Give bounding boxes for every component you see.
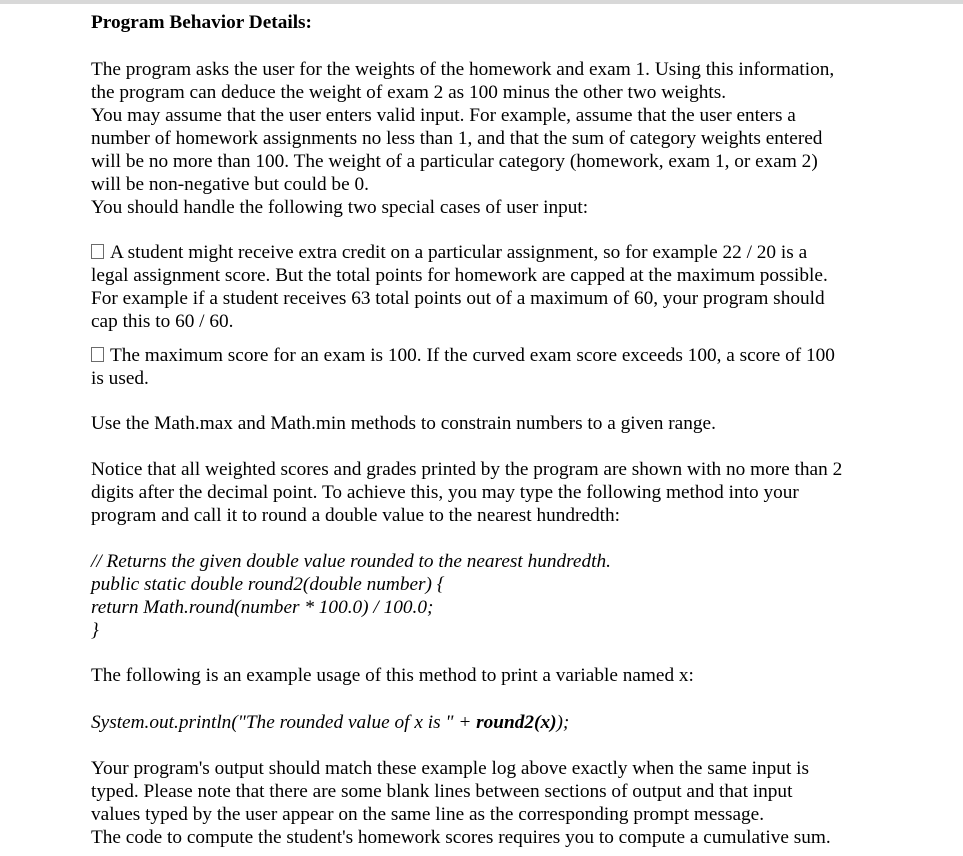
section-heading: Program Behavior Details: [91,12,312,33]
example-call: round2(x) [476,712,557,733]
code-block [91,550,911,642]
example-prefix: System.out.println("The rounded value of x is " + [91,712,477,733]
text-line: program and call it to round a double value to the nearest hundredth: [91,505,621,526]
text-line: The code to compute the student's homework scores requires you to compute a cumulative sum. [91,827,831,848]
text-line: You should handle the following two special cases of user input: [91,197,589,218]
text-line: Notice that all weighted scores and grades printed by the program are shown with no more than 2 [91,459,843,480]
text-line: the program can deduce the weight of exam 2 as 100 minus the other two weights. [91,82,727,103]
text-line: will be non-negative but could be 0. [91,174,369,195]
text-line: Use the Math.max and Math.min methods to constrain numbers to a given range. [91,413,716,434]
output-paragraph [91,757,911,849]
text-line: values typed by the user appear on the same line as the corresponding prompt message. [91,804,765,825]
text-line: typed. Please note that there are some blank lines between sections of output and that input [91,781,793,802]
bullet-box-icon [91,244,104,259]
bullet-box-icon [91,347,104,362]
text-line: A student might receive extra credit on a particular assignment, so for example 22 / 20 is a [110,242,808,263]
text-line: legal assignment score. But the total points for homework are capped at the maximum possible. [91,265,828,286]
bullet-line [91,241,911,264]
math-note [91,412,911,435]
behavior-paragraph [91,58,911,219]
example-code [91,711,911,734]
notice-paragraph [91,458,911,527]
text-line: digits after the decimal point. To achieve this, you may type the following method into your [91,482,799,503]
example-suffix: ); [556,712,570,733]
text-line: is used. [91,368,149,389]
text-line: Your program's output should match these example log above exactly when the same input is [91,758,809,779]
example-intro [91,664,911,687]
code-line: public static double round2(double number) { [91,574,445,595]
text-line: The following is an example usage of this method to print a variable named x: [91,665,694,686]
code-line: // Returns the given double value rounded to the nearest hundredth. [91,551,611,572]
text-line: For example if a student receives 63 total points out of a maximum of 60, your program should [91,288,825,309]
special-case-1 [91,241,911,333]
text-line: The program asks the user for the weights of the homework and exam 1. Using this information, [91,59,835,80]
special-case-2 [91,344,911,390]
text-line: will be no more than 100. The weight of a particular category (homework, exam 1, or exam 2) [91,151,818,172]
text-line: The maximum score for an exam is 100. If the curved exam score exceeds 100, a score of 100 [110,345,835,366]
code-line: } [91,620,99,641]
text-line: number of homework assignments no less than 1, and that the sum of category weights entered [91,128,823,149]
text-line: You may assume that the user enters valid input. For example, assume that the user enters a [91,105,796,126]
code-line [91,711,911,734]
code-line: return Math.round(number * 100.0) / 100.0; [91,597,434,618]
bullet-line [91,344,911,367]
text-line: cap this to 60 / 60. [91,311,234,332]
